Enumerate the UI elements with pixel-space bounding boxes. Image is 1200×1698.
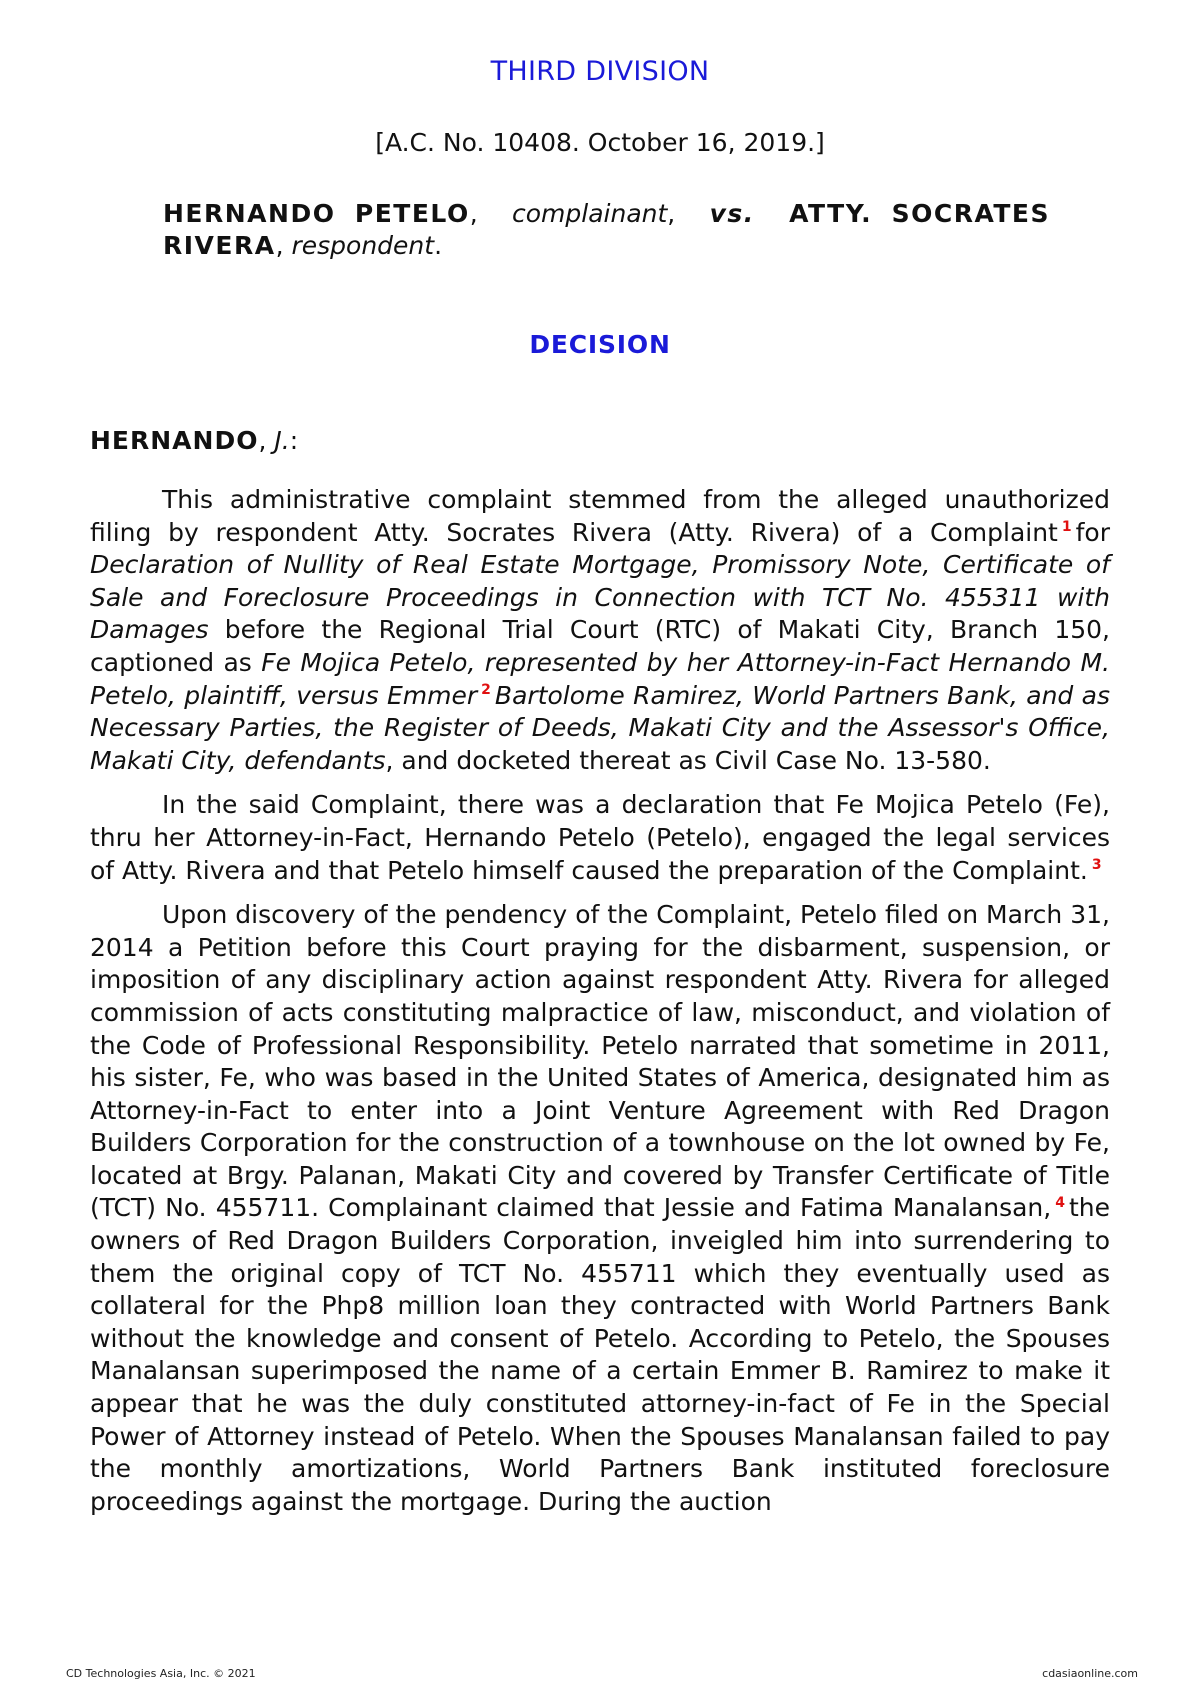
respondent-role: respondent bbox=[291, 231, 435, 260]
case-citation: [A.C. No. 10408. October 16, 2019.] bbox=[375, 128, 825, 157]
paragraph-3 bbox=[90, 899, 1110, 1518]
respondent-name-line2: RIVERA bbox=[163, 231, 276, 260]
paragraph-text: before the Regional Trial Court (RTC) of Makati City, Branch 150, captioned as bbox=[90, 615, 1110, 677]
respondent-name-line1: ATTY. SOCRATES bbox=[789, 199, 1050, 228]
paragraph-text: the owners of Red Dragon Builders Corporation, inveigled him into surrendering to them the original copy of TCT No. 455711 which they eventually used as collateral for the Php8 million loan they contracted with World Partners Bank without the knowledge and consent of Petelo. According to Petelo, the Spouses Manalansan superimposed the name of a certain Emmer B. Ramirez to make it appear that he was the duly constituted attorney-in-fact of Fe in the Special Power of Attorney instead of Petelo. When the Spouses Manalansan failed to pay the monthly amortizations, World Partners Bank instituted foreclosure proceedings against the mortgage. During the auction bbox=[90, 1193, 1110, 1516]
decision-body bbox=[90, 484, 1110, 1530]
paragraph-text: Upon discovery of the pendency of the Complaint, Petelo filed on March 31, 2014 a Petition before this Court praying for the disbarment, suspension, or imposition of any disciplinary action against respondent Atty. Rivera for alleged commission of acts constituting malpractice of law, misconduct, and violation of the Code of Professional Responsibility. Petelo narrated that sometime in 2011, his sister, Fe, who was based in the United States of America, designated him as Attorney-in-Fact to enter into a Joint Venture Agreement with Red Dragon Builders Corporation for the construction of a townhouse on the lot owned by Fe, located at Brgy. Palanan, Makati City and covered by Transfer Certificate of Title (TCT) No. 455711. Complainant claimed that Jessie and Fatima Manalansan, bbox=[90, 900, 1110, 1223]
complainant-name: HERNANDO PETELO bbox=[163, 199, 470, 228]
footnote-2-link[interactable]: 2 bbox=[481, 682, 491, 699]
versus-label: vs. bbox=[709, 199, 755, 228]
paragraph-text: In the said Complaint, there was a declaration that Fe Mojica Petelo (Fe), thru her Attorney-in-Fact, Hernando Petelo (Petelo), engaged the legal services of Atty. Rivera and that Petelo himself caused the preparation of the Complaint. bbox=[90, 790, 1110, 885]
division-heading: THIRD DIVISION bbox=[490, 56, 710, 87]
case-parties: HERNANDO PETELO, complainant, vs. ATTY. SOCRATES RIVERA, respondent. bbox=[163, 199, 1050, 260]
footer-copyright: CD Technologies Asia, Inc. © 2021 bbox=[66, 1667, 256, 1680]
ponente-title: J. bbox=[274, 426, 290, 455]
complainant-role: complainant bbox=[512, 199, 668, 228]
paragraph-1 bbox=[90, 484, 1110, 777]
paragraph-italic-text: Bartolome Ramirez, World Partners Bank, and as Necessary Parties, the Register of Deeds, Makati City and the Assessor's Office, Makati City, defendants bbox=[90, 680, 1111, 775]
paragraph-text: for bbox=[1075, 517, 1110, 547]
paragraph-2 bbox=[90, 789, 1110, 887]
paragraph-text: , and docketed thereat as Civil Case No. 13-580. bbox=[385, 745, 991, 775]
decision-title: DECISION bbox=[529, 330, 671, 359]
footnote-3-link[interactable]: 3 bbox=[1091, 857, 1102, 874]
footnote-1-link[interactable]: 1 bbox=[1061, 519, 1072, 536]
paragraph-italic-text: Fe Mojica Petelo, represented by her Attorney-in-Fact Hernando M. Petelo, plaintiff, versus Emmer bbox=[90, 647, 1110, 710]
ponente: HERNANDO, J.: bbox=[90, 426, 299, 455]
paragraph-italic-text: Declaration of Nullity of Real Estate Mortgage, Promissory Note, Certificate of Sale and Foreclosure Proceedings in Connection with TCT No. 455311 with Damages bbox=[90, 550, 1110, 645]
footnote-4-link[interactable]: 4 bbox=[1055, 1195, 1065, 1212]
ponente-name: HERNANDO bbox=[90, 426, 259, 455]
footer-website-link[interactable]: cdasiaonline.com bbox=[1042, 1667, 1138, 1680]
paragraph-text: This administrative complaint stemmed from the alleged unauthorized filing by respondent Atty. Socrates Rivera (Atty. Rivera) of a Complaint bbox=[90, 485, 1110, 547]
